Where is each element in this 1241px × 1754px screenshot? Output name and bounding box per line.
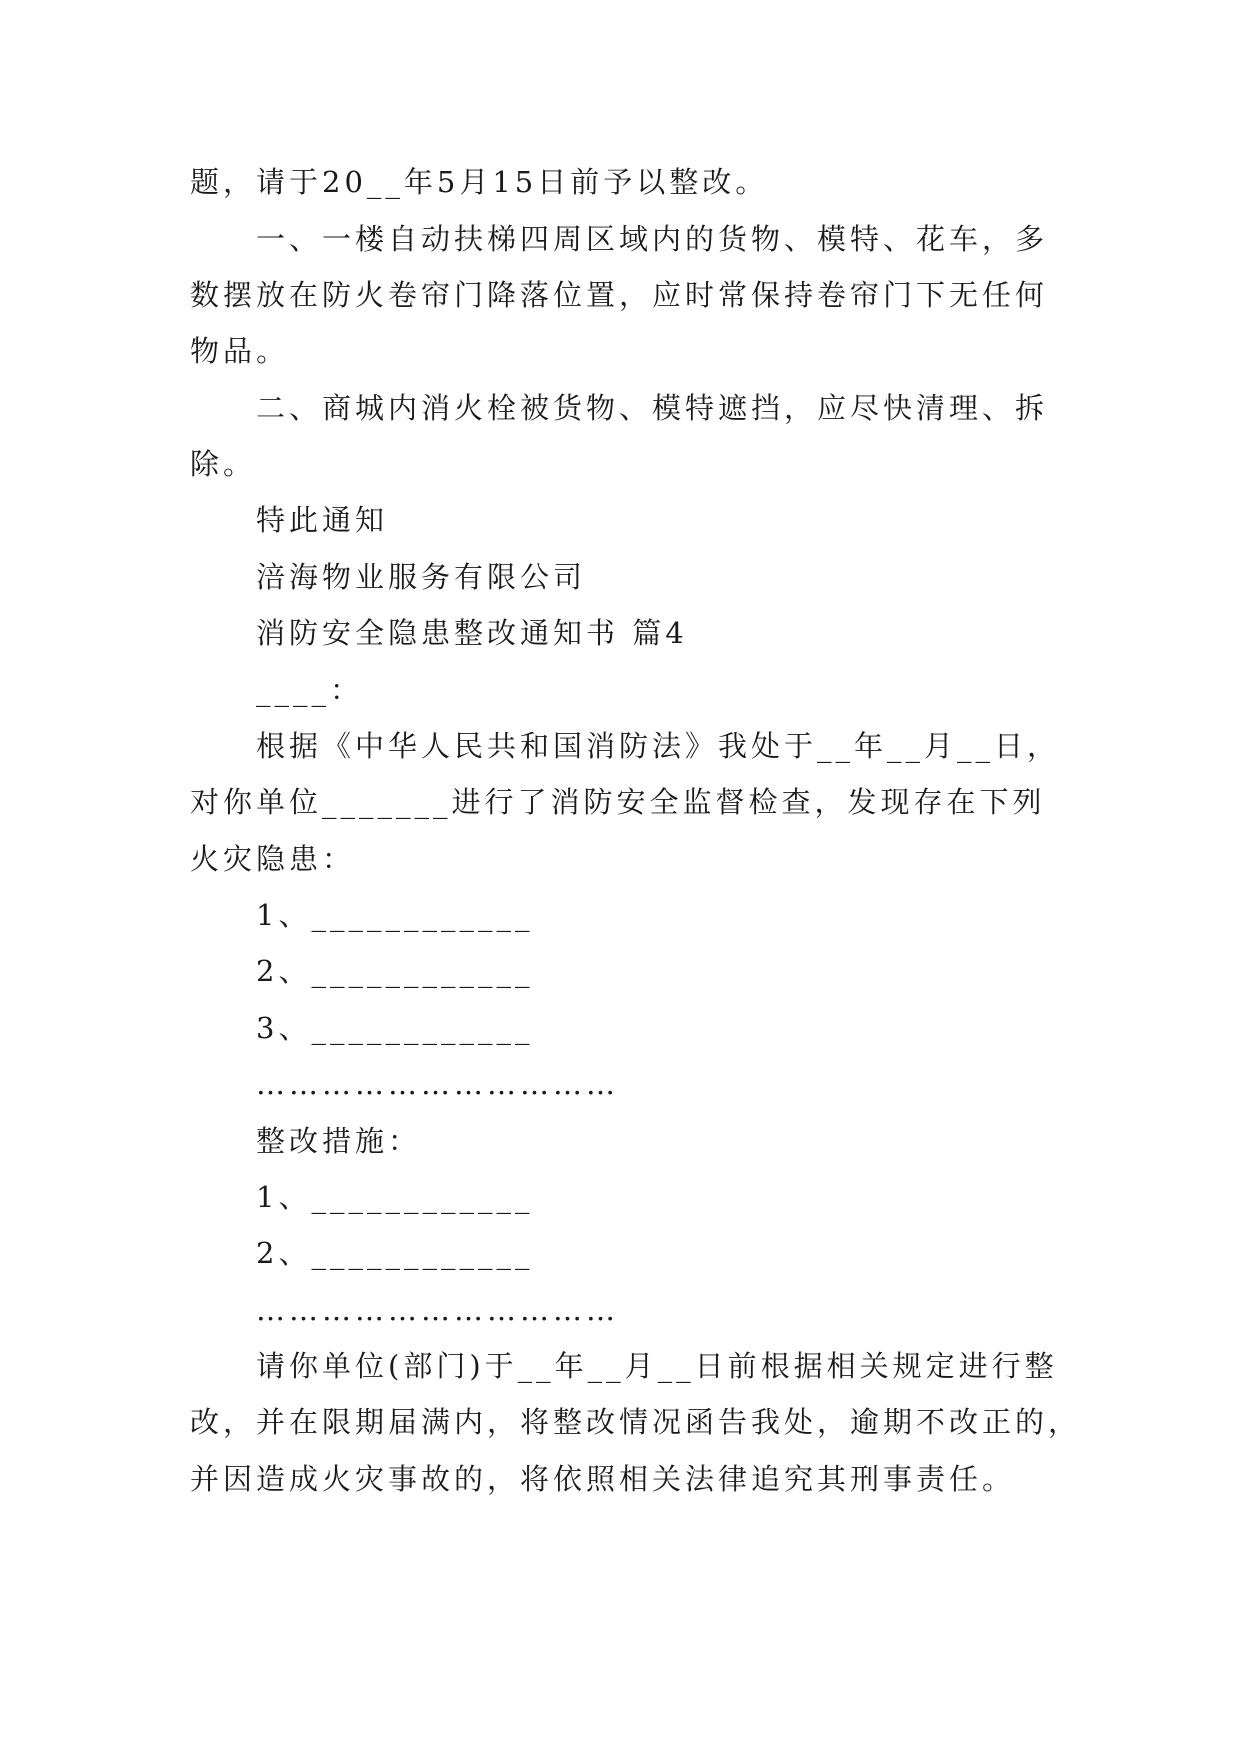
section-heading: 消防安全隐患整改通知书 篇4	[256, 616, 688, 650]
list-item: 1、____________	[256, 898, 534, 932]
text-line: 根据《中华人民共和国消防法》我处于__年__月__日，	[256, 729, 1061, 763]
text-line: 题，请于20__年5月15日前予以整改。	[190, 165, 769, 199]
text-line: 整改措施：	[256, 1124, 422, 1158]
text-line: 物品。	[190, 334, 290, 368]
text-line: 涪海物业服务有限公司	[256, 560, 587, 594]
text-line: 一、一楼自动扶梯四周区域内的货物、模特、花车，多	[256, 222, 1049, 256]
text-line: 改，并在限期届满内，将整改情况函告我处，逾期不改正的，	[190, 1405, 1082, 1439]
list-item: 1、____________	[256, 1180, 534, 1214]
text-line: 数摆放在防火卷帘门降落位置，应时常保持卷帘门下无任何	[190, 278, 1049, 312]
text-line: 二、商城内消火栓被货物、模特遮挡，应尽快清理、拆	[256, 391, 1049, 425]
list-item: 3、____________	[256, 1011, 534, 1045]
text-line: 对你单位_______进行了消防安全监督检查，发现存在下列	[190, 785, 1046, 819]
text-line: ____：	[256, 673, 364, 707]
list-item: 2、____________	[256, 954, 534, 988]
text-line: 特此通知	[256, 503, 389, 537]
text-line: 火灾隐患：	[190, 842, 356, 876]
list-item: 2、____________	[256, 1236, 534, 1270]
text-line: 请你单位(部门)于__年__月__日前根据相关规定进行整	[256, 1349, 1058, 1383]
text-line: ……………………………	[256, 1067, 619, 1101]
text-line: 并因造成火灾事故的，将依照相关法律追究其刑事责任。	[190, 1462, 1016, 1496]
text-line: ……………………………	[256, 1293, 619, 1327]
text-line: 除。	[190, 447, 257, 481]
